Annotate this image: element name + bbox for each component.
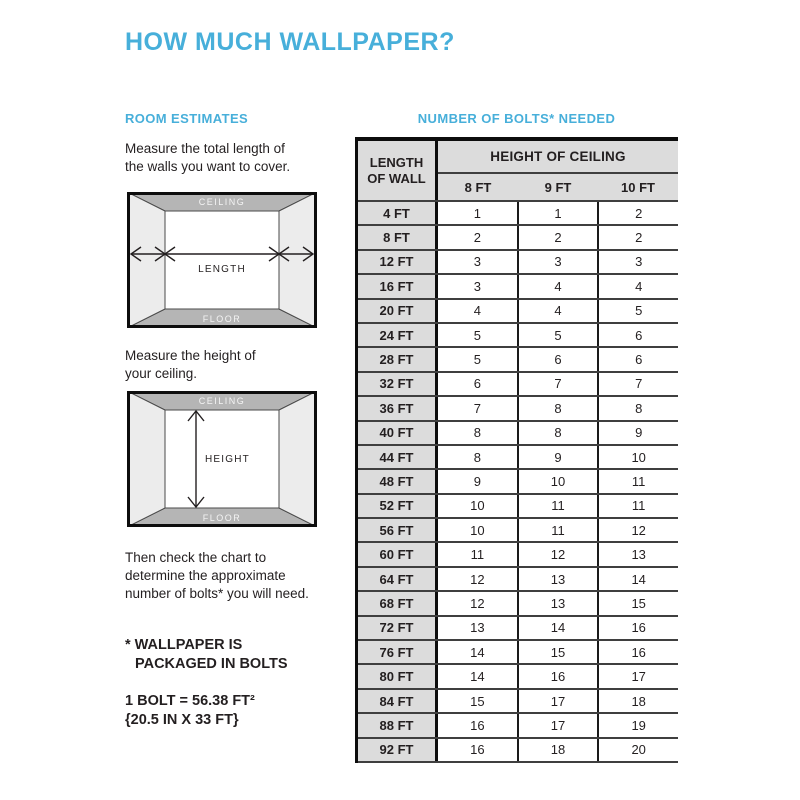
ceiling-8ft-header: 8 FT bbox=[464, 179, 492, 195]
bolts-table bbox=[355, 137, 678, 763]
bolt-count-cell: 6 bbox=[599, 348, 678, 370]
table-row bbox=[358, 665, 678, 689]
bolt-count-cell: 5 bbox=[438, 348, 519, 370]
bolt-count-cell: 14 bbox=[519, 617, 600, 639]
bolts-table-body bbox=[358, 202, 678, 763]
ceiling-label: CEILING bbox=[198, 396, 246, 406]
ceiling-height-header-group bbox=[438, 141, 678, 200]
wall-length-cell: 16 FT bbox=[358, 275, 438, 297]
bolt-count-cell: 8 bbox=[519, 422, 600, 444]
bolt-count-cell: 7 bbox=[599, 373, 678, 395]
step2-line1: Measure the height of bbox=[125, 348, 256, 363]
wall-length-cell: 32 FT bbox=[358, 373, 438, 395]
wall-length-cell: 80 FT bbox=[358, 665, 438, 687]
note1-line2: PACKAGED IN BOLTS bbox=[135, 656, 288, 672]
bolt-count-cell: 5 bbox=[519, 324, 600, 346]
wall-length-cell: 28 FT bbox=[358, 348, 438, 370]
bolt-count-cell: 11 bbox=[438, 543, 519, 565]
note2-line2: {20.5 IN X 33 FT} bbox=[125, 712, 239, 728]
bolt-count-cell: 2 bbox=[438, 226, 519, 248]
step3-instruction bbox=[125, 549, 309, 603]
bolt-count-cell: 16 bbox=[438, 739, 519, 761]
wall-length-cell: 92 FT bbox=[358, 739, 438, 761]
ceiling-height-subheaders bbox=[438, 174, 678, 200]
height-diagram bbox=[127, 391, 317, 527]
bolt-count-cell: 14 bbox=[438, 641, 519, 663]
bolt-count-cell: 12 bbox=[599, 519, 678, 541]
bolt-count-cell: 14 bbox=[438, 665, 519, 687]
bolt-count-cell: 14 bbox=[599, 568, 678, 590]
length-of-wall-header bbox=[358, 141, 438, 200]
wall-length-cell: 76 FT bbox=[358, 641, 438, 663]
bolt-count-cell: 2 bbox=[599, 202, 678, 224]
wall-length-cell: 68 FT bbox=[358, 592, 438, 614]
bolt-count-cell: 19 bbox=[599, 714, 678, 736]
bolt-count-cell: 4 bbox=[519, 300, 600, 322]
bolt-count-cell: 10 bbox=[438, 519, 519, 541]
bolt-count-cell: 7 bbox=[519, 373, 600, 395]
bolt-size-note bbox=[125, 692, 255, 730]
floor-label: FLOOR bbox=[202, 314, 242, 324]
table-row bbox=[358, 202, 678, 226]
back-wall-surface bbox=[165, 211, 279, 309]
bolt-count-cell: 13 bbox=[519, 568, 600, 590]
wall-length-cell: 48 FT bbox=[358, 470, 438, 492]
step3-line2: determine the approximate bbox=[125, 568, 286, 583]
floor-label: FLOOR bbox=[202, 513, 242, 523]
step3-line3: number of bolts* you will need. bbox=[125, 586, 309, 601]
bolt-count-cell: 17 bbox=[519, 714, 600, 736]
wall-length-cell: 64 FT bbox=[358, 568, 438, 590]
right-wall-surface bbox=[279, 391, 317, 527]
bolt-count-cell: 15 bbox=[599, 592, 678, 614]
bolt-count-cell: 10 bbox=[438, 495, 519, 517]
table-row bbox=[358, 300, 678, 324]
ceiling-label: CEILING bbox=[198, 197, 246, 207]
bolt-count-cell: 13 bbox=[599, 543, 678, 565]
bolt-count-cell: 13 bbox=[519, 592, 600, 614]
table-row bbox=[358, 275, 678, 299]
step1-line2: the walls you want to cover. bbox=[125, 159, 291, 174]
bolt-count-cell: 3 bbox=[519, 251, 600, 273]
length-of-wall-header-line2: OF WALL bbox=[367, 170, 426, 186]
table-row bbox=[358, 739, 678, 763]
table-row bbox=[358, 324, 678, 348]
wallpaper-bolts-note bbox=[125, 636, 288, 674]
bolt-count-cell: 7 bbox=[438, 397, 519, 419]
bolt-count-cell: 1 bbox=[438, 202, 519, 224]
length-of-wall-header-line1: LENGTH bbox=[369, 154, 424, 170]
table-row bbox=[358, 641, 678, 665]
bolt-count-cell: 3 bbox=[438, 251, 519, 273]
wall-length-cell: 20 FT bbox=[358, 300, 438, 322]
bolt-count-cell: 9 bbox=[599, 422, 678, 444]
height-of-ceiling-header: HEIGHT OF CEILING bbox=[438, 141, 678, 174]
table-row bbox=[358, 543, 678, 567]
bolts-table-header bbox=[358, 141, 678, 202]
bolt-count-cell: 5 bbox=[599, 300, 678, 322]
ceiling-9ft-header: 9 FT bbox=[544, 179, 572, 195]
step1-line1: Measure the total length of bbox=[125, 141, 285, 156]
wall-length-cell: 44 FT bbox=[358, 446, 438, 468]
table-row bbox=[358, 446, 678, 470]
wall-length-cell: 84 FT bbox=[358, 690, 438, 712]
step1-instruction bbox=[125, 140, 290, 176]
note2-line1: 1 BOLT = 56.38 FT² bbox=[125, 693, 255, 709]
bolt-count-cell: 2 bbox=[519, 226, 600, 248]
wall-length-cell: 56 FT bbox=[358, 519, 438, 541]
bolt-count-cell: 9 bbox=[519, 446, 600, 468]
bolt-count-cell: 12 bbox=[438, 568, 519, 590]
wall-length-cell: 4 FT bbox=[358, 202, 438, 224]
bolt-count-cell: 3 bbox=[438, 275, 519, 297]
bolt-count-cell: 8 bbox=[599, 397, 678, 419]
bolt-count-cell: 6 bbox=[519, 348, 600, 370]
length-diagram bbox=[127, 192, 317, 328]
table-row bbox=[358, 397, 678, 421]
bolt-count-cell: 8 bbox=[438, 422, 519, 444]
wall-length-cell: 60 FT bbox=[358, 543, 438, 565]
wall-length-cell: 40 FT bbox=[358, 422, 438, 444]
bolt-count-cell: 11 bbox=[519, 519, 600, 541]
bolt-count-cell: 9 bbox=[438, 470, 519, 492]
bolt-count-cell: 10 bbox=[519, 470, 600, 492]
table-row bbox=[358, 714, 678, 738]
bolt-count-cell: 11 bbox=[599, 495, 678, 517]
table-row bbox=[358, 690, 678, 714]
bolt-count-cell: 16 bbox=[599, 617, 678, 639]
wall-length-cell: 12 FT bbox=[358, 251, 438, 273]
right-wall-surface bbox=[279, 192, 317, 328]
table-row bbox=[358, 519, 678, 543]
table-row bbox=[358, 495, 678, 519]
step2-line2: your ceiling. bbox=[125, 366, 198, 381]
wall-length-cell: 88 FT bbox=[358, 714, 438, 736]
wall-length-cell: 24 FT bbox=[358, 324, 438, 346]
table-row bbox=[358, 568, 678, 592]
bolt-count-cell: 16 bbox=[438, 714, 519, 736]
height-dimension-label: HEIGHT bbox=[205, 454, 250, 465]
wall-length-cell: 52 FT bbox=[358, 495, 438, 517]
table-row bbox=[358, 617, 678, 641]
bolt-count-cell: 16 bbox=[599, 641, 678, 663]
bolt-count-cell: 6 bbox=[438, 373, 519, 395]
bolt-count-cell: 3 bbox=[599, 251, 678, 273]
bolt-count-cell: 11 bbox=[519, 495, 600, 517]
bolt-count-cell: 6 bbox=[599, 324, 678, 346]
bolt-count-cell: 16 bbox=[519, 665, 600, 687]
bolt-count-cell: 17 bbox=[519, 690, 600, 712]
left-wall-surface bbox=[127, 192, 165, 328]
wall-length-cell: 8 FT bbox=[358, 226, 438, 248]
ceiling-10ft-header: 10 FT bbox=[621, 179, 655, 195]
table-row bbox=[358, 592, 678, 616]
bolt-count-cell: 18 bbox=[599, 690, 678, 712]
bolt-count-cell: 8 bbox=[438, 446, 519, 468]
step2-instruction bbox=[125, 347, 256, 383]
bolt-count-cell: 15 bbox=[519, 641, 600, 663]
note1-line1: * WALLPAPER IS bbox=[125, 637, 243, 653]
bolt-count-cell: 1 bbox=[519, 202, 600, 224]
bolt-count-cell: 12 bbox=[438, 592, 519, 614]
length-dimension-label: LENGTH bbox=[198, 264, 246, 275]
bolt-count-cell: 2 bbox=[599, 226, 678, 248]
bolt-count-cell: 10 bbox=[599, 446, 678, 468]
bolt-count-cell: 12 bbox=[519, 543, 600, 565]
table-row bbox=[358, 373, 678, 397]
table-row bbox=[358, 226, 678, 250]
table-row bbox=[358, 422, 678, 446]
bolt-count-cell: 4 bbox=[519, 275, 600, 297]
bolt-count-cell: 5 bbox=[438, 324, 519, 346]
bolt-count-cell: 4 bbox=[599, 275, 678, 297]
bolt-count-cell: 15 bbox=[438, 690, 519, 712]
wall-length-cell: 72 FT bbox=[358, 617, 438, 639]
bolt-count-cell: 20 bbox=[599, 739, 678, 761]
left-wall-surface bbox=[127, 391, 165, 527]
table-row bbox=[358, 348, 678, 372]
bolt-count-cell: 4 bbox=[438, 300, 519, 322]
bolt-count-cell: 8 bbox=[519, 397, 600, 419]
page-title: HOW MUCH WALLPAPER? bbox=[125, 28, 455, 56]
bolt-count-cell: 13 bbox=[438, 617, 519, 639]
bolt-count-cell: 18 bbox=[519, 739, 600, 761]
room-estimates-heading: ROOM ESTIMATES bbox=[125, 111, 249, 126]
bolt-count-cell: 11 bbox=[599, 470, 678, 492]
bolts-table-heading: NUMBER OF BOLTS* NEEDED bbox=[417, 111, 616, 126]
table-row bbox=[358, 470, 678, 494]
step3-line1: Then check the chart to bbox=[125, 550, 267, 565]
table-row bbox=[358, 251, 678, 275]
wall-length-cell: 36 FT bbox=[358, 397, 438, 419]
bolt-count-cell: 17 bbox=[599, 665, 678, 687]
